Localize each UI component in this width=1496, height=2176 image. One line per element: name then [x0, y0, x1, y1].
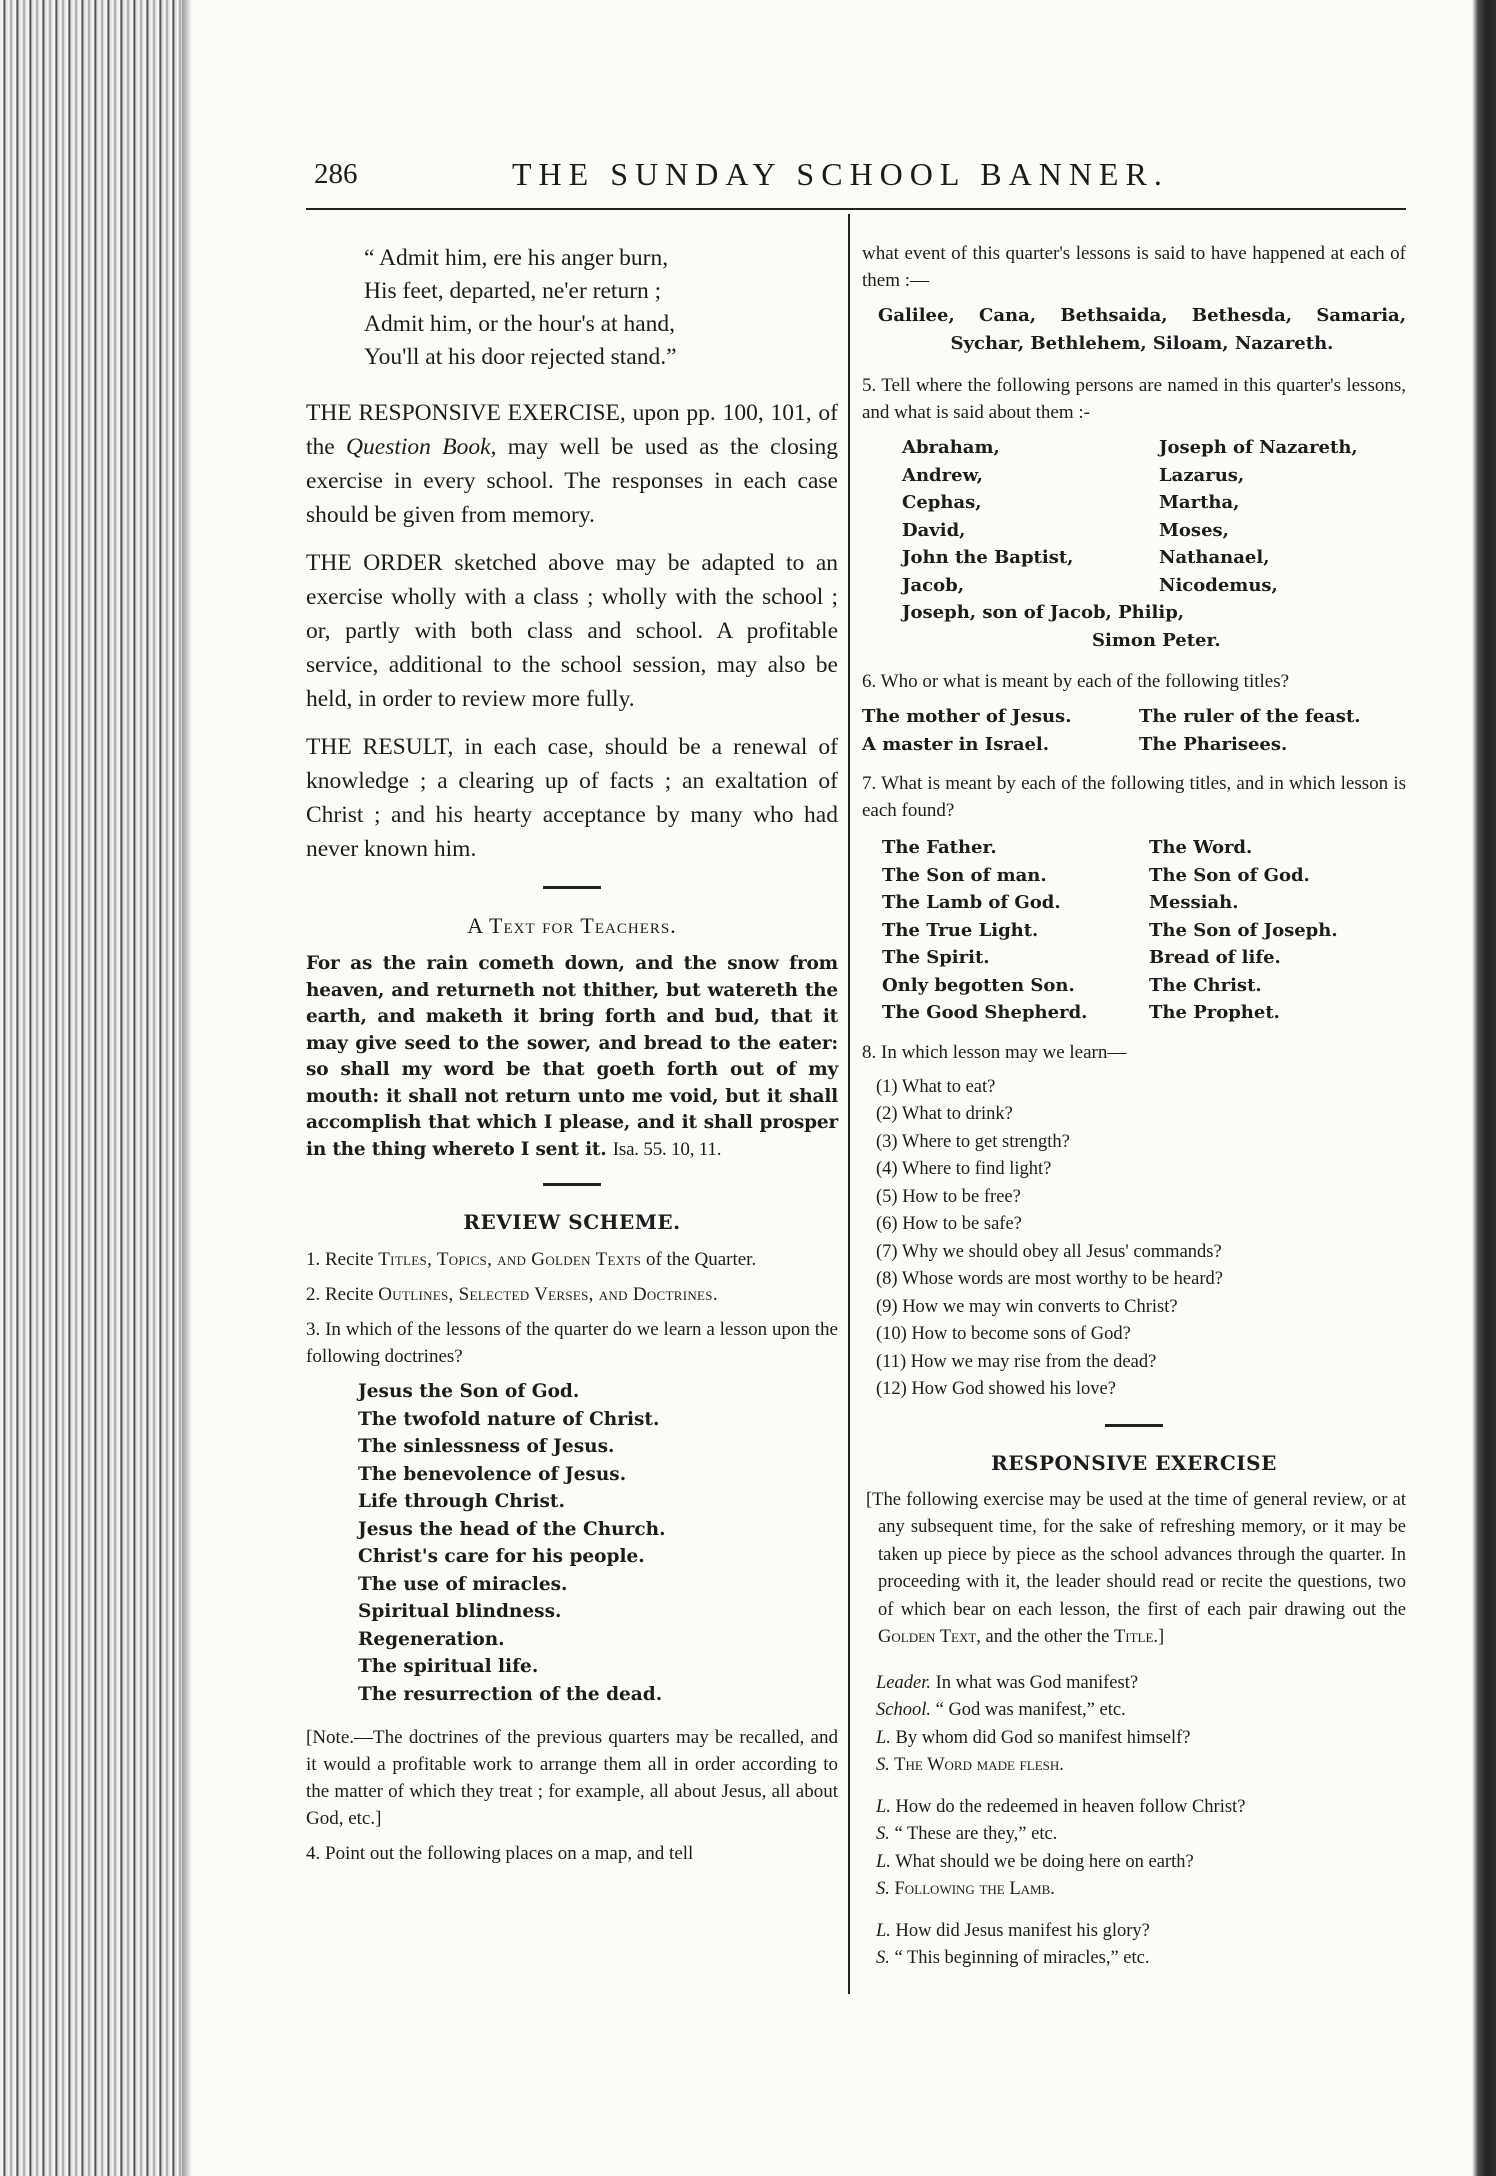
teachers-scripture: [306, 951, 838, 1163]
intro-smallcaps: Golden Text,: [878, 1627, 981, 1647]
question-6: 6. Who or what is meant by each of the following titles?: [862, 671, 1290, 692]
list-item: (6) How to be safe?: [876, 1214, 1022, 1234]
dialog-line: [876, 1794, 1406, 1822]
titles-list-6: [862, 703, 1406, 758]
list-item: Jesus the head of the Church.: [358, 1518, 666, 1540]
paragraph-lead: THE ORDER: [306, 550, 443, 576]
list-item: The Lamb of God.: [882, 892, 1061, 913]
list-item: Christ's care for his people.: [358, 1546, 645, 1567]
question-5: 5. Tell where the following persons are named in this quarter's lessons, and what is said about them :-: [862, 375, 1406, 423]
poem: [364, 242, 838, 374]
question-4: 4. Point out the following places on a map, and tell: [306, 1843, 694, 1864]
section-separator: [543, 886, 601, 889]
book-right-edge: [1472, 0, 1496, 2176]
list-item: The Christ.: [1149, 974, 1262, 996]
list-item: Nicodemus,: [1159, 574, 1278, 596]
list-item: Martha,: [1159, 492, 1240, 513]
right-column: [862, 240, 1406, 1987]
paragraph-lead: THE RESPONSIVE EXERCISE,: [306, 400, 626, 426]
speaker: S.: [876, 1824, 890, 1844]
list-item: (11) How we may rise from the dead?: [876, 1351, 1157, 1372]
section-separator: [1105, 1424, 1163, 1427]
titles-list-7: [882, 834, 1406, 1027]
list-item: The Father.: [882, 837, 997, 858]
list-item: Nathanael,: [1159, 547, 1270, 568]
result-paragraph: [306, 730, 838, 866]
list-item: Simon Peter.: [1092, 629, 1221, 651]
dialog-group: [876, 1794, 1406, 1904]
responsive-exercise-heading: RESPONSIVE EXERCISE: [991, 1450, 1277, 1475]
list-item: Messiah.: [1149, 892, 1239, 913]
paragraph-text: in each case, should be a renewal of knowledge ; a clearing up of facts ; an exaltation of Christ ; and his hearty acceptance by many who had never known him.: [306, 734, 838, 862]
paragraph-lead: THE RESULT,: [306, 734, 454, 760]
list-item: The Pharisees.: [1139, 733, 1288, 755]
teachers-heading: [306, 913, 838, 939]
poem-line: His feet, departed, ne'er return ;: [364, 278, 662, 304]
list-item: Cephas,: [902, 492, 982, 513]
list-item: The benevolence of Jesus.: [358, 1463, 627, 1485]
persons-list-tail: [902, 599, 1406, 654]
column-rule: [848, 214, 850, 1994]
list-item: Moses,: [1159, 519, 1229, 541]
list-item: The True Light.: [882, 919, 1039, 941]
line-text: Following the Lamb.: [889, 1879, 1055, 1899]
list-item: (3) Where to get strength?: [876, 1131, 1070, 1152]
line-text: “ This beginning of miracles,” etc.: [889, 1948, 1150, 1968]
list-item: Jesus the Son of God.: [358, 1381, 580, 1402]
dialog-line: [876, 1945, 1406, 1973]
dialog-line: [876, 1849, 1406, 1877]
running-title: THE SUNDAY SCHOOL BANNER.: [512, 156, 1169, 192]
line-text: “ These are they,” etc.: [889, 1824, 1058, 1844]
list-item: The Son of man.: [882, 864, 1047, 886]
speaker: L.: [876, 1920, 891, 1941]
responsive-dialog: [876, 1670, 1406, 1973]
speaker: S.: [876, 1879, 890, 1899]
list-item: John the Baptist,: [902, 547, 1074, 568]
dialog-group: [876, 1918, 1406, 1973]
responsive-exercise-paragraph: [306, 396, 838, 532]
speaker: L.: [876, 1851, 891, 1872]
speaker: School.: [876, 1700, 931, 1720]
question-7: 7. What is meant by each of the following titles, and in which lesson is each found?: [862, 773, 1406, 821]
list-item: (10) How to become sons of God?: [876, 1324, 1131, 1344]
dialog-line: [876, 1918, 1406, 1946]
dialog-line: [876, 1725, 1406, 1753]
list-item: A master in Israel.: [862, 733, 1050, 755]
paragraph-text: sketched above may be adapted to an exercise wholly with a class ; wholly with the school ; or, partly with both class and school. A profitable service, additional to the school session, may also be held, in order to review more fully.: [306, 550, 839, 712]
list-item: (8) Whose words are most worthy to be heard?: [876, 1269, 1223, 1289]
header-rule: [306, 208, 1406, 210]
places-list: Galilee, Cana, Bethsaida, Bethesda, Samaria, Sychar, Bethlehem, Siloam, Nazareth.: [878, 305, 1406, 354]
gutter-shadow: [182, 0, 192, 2176]
learn-list: [876, 1074, 1406, 1404]
poem-line: Admit him, or the hour's at hand,: [364, 311, 675, 337]
dialog-line: [876, 1670, 1406, 1698]
question-smallcaps: Outlines, Selected Verses, and Doctrines.: [378, 1284, 718, 1305]
list-item: Joseph, son of Jacob, Philip,: [902, 602, 1185, 623]
scripture-text: For as the rain cometh down, and the snow from heaven, and returneth not thither, but watereth the earth, and maketh it bring forth and bud, that it may give seed to the sower, and bread to the eater: so shall my word be that goeth forth out of my mouth: it shall not return unto me void, but it shall accomplish that which I please, and it shall prosper in the thing whereto I sent it.: [306, 953, 838, 1160]
list-item: Spiritual blindness.: [358, 1601, 562, 1622]
list-item: The use of miracles.: [358, 1573, 568, 1595]
book-title: Question Book,: [346, 434, 497, 460]
list-item: The Word.: [1149, 837, 1253, 858]
intro-text: and the other the: [980, 1627, 1114, 1647]
speaker: L.: [876, 1796, 891, 1817]
intro-smallcaps: Title.: [1113, 1627, 1159, 1647]
persons-list: [902, 434, 1406, 599]
question-8: 8. In which lesson may we learn—: [862, 1041, 1127, 1063]
question-2: [306, 1281, 838, 1308]
line-text: By whom did God so manifest himself?: [890, 1727, 1191, 1748]
question-4-continued: what event of this quarter's lessons is said to have happened at each of them :—: [862, 243, 1406, 291]
list-item: Lazarus,: [1159, 464, 1245, 486]
order-paragraph: [306, 546, 838, 716]
list-item: The ruler of the feast.: [1139, 706, 1361, 727]
poem-line: You'll at his door rejected stand.”: [364, 344, 677, 370]
paragraph-text: upon pp. 100, 101, of the: [306, 400, 838, 460]
speaker: L.: [876, 1727, 891, 1748]
line-text: The Word made flesh.: [889, 1755, 1064, 1775]
intro-text: ]: [1158, 1627, 1165, 1647]
list-item: Life through Christ.: [358, 1491, 565, 1512]
book-left-edge: [0, 0, 182, 2176]
list-item: (12) How God showed his love?: [876, 1379, 1116, 1399]
dialog-line: [876, 1821, 1406, 1849]
intro-text: [The following exercise may be used at the time of general review, or at any subsequent time, for the sake of refreshing memory, or it may be taken up piece by piece as the school advances through the quarter. In proceeding with it, the leader should read or recite the questions, two of which bear on each lesson, the first of each pair drawing out the: [866, 1489, 1406, 1620]
list-item: Joseph of Nazareth,: [1159, 437, 1358, 458]
list-item: Abraham,: [902, 437, 1000, 458]
question-smallcaps: Titles, Topics, and Golden Texts: [378, 1249, 642, 1270]
responsive-intro: [862, 1487, 1406, 1652]
list-item: The mother of Jesus.: [862, 706, 1072, 727]
dialog-line: [876, 1697, 1406, 1725]
doctrines-note: [Note.—The doctrines of the previous quarters may be recalled, and it would a profitable work to arrange them all in order according to the matter of which they treat ; for example, all about Jesus, all about God, etc.]: [306, 1727, 838, 1829]
question-1: [306, 1246, 838, 1273]
list-item: Andrew,: [902, 464, 983, 486]
paragraph-text: may well be used as the closing exercise in every school. The responses in each case should be given from memory.: [306, 434, 838, 528]
doctrines-list: [358, 1378, 838, 1708]
speaker: S.: [876, 1755, 890, 1775]
question-3: 3. In which of the lessons of the quarter do we learn a lesson upon the following doctrines?: [306, 1319, 838, 1367]
scripture-reference: Isa. 55. 10, 11.: [612, 1138, 722, 1160]
dialog-line: [876, 1876, 1406, 1904]
line-text: How do the redeemed in heaven follow Christ?: [890, 1796, 1246, 1817]
list-item: David,: [902, 519, 966, 541]
list-item: The sinlessness of Jesus.: [358, 1436, 615, 1457]
list-item: (5) How to be free?: [876, 1186, 1021, 1207]
line-text: What should we be doing here on earth?: [890, 1851, 1194, 1872]
list-item: The Son of God.: [1149, 864, 1310, 886]
list-item: (4) Where to find light?: [876, 1159, 1052, 1179]
speaker: S.: [876, 1948, 890, 1968]
list-item: The Good Shepherd.: [882, 1002, 1088, 1023]
poem-line: “ Admit him, ere his anger burn,: [364, 245, 669, 271]
list-item: Regeneration.: [358, 1628, 505, 1650]
dialog-line: [876, 1752, 1406, 1780]
list-item: (7) Why we should obey all Jesus' commands?: [876, 1241, 1222, 1262]
question-text: of the Quarter.: [641, 1249, 757, 1270]
list-item: (9) How we may win converts to Christ?: [876, 1296, 1178, 1317]
list-item: The spiritual life.: [358, 1656, 539, 1677]
line-text: In what was God manifest?: [931, 1672, 1139, 1693]
question-text: 2. Recite: [306, 1284, 379, 1305]
dialog-group: [876, 1670, 1406, 1780]
review-scheme-heading: REVIEW SCHEME.: [463, 1210, 681, 1234]
list-item: (1) What to eat?: [876, 1076, 996, 1097]
list-item: The Spirit.: [882, 947, 990, 968]
list-item: The resurrection of the dead.: [358, 1683, 663, 1705]
list-item: The twofold nature of Christ.: [358, 1408, 660, 1430]
question-text: 1. Recite: [306, 1249, 379, 1270]
line-text: How did Jesus manifest his glory?: [890, 1920, 1150, 1941]
page-number: 286: [314, 158, 358, 190]
section-separator: [543, 1183, 601, 1186]
speaker: Leader.: [876, 1672, 931, 1693]
line-text: “ God was manifest,” etc.: [930, 1700, 1126, 1720]
list-item: Only begotten Son.: [882, 974, 1075, 996]
heading-text: A Text for Teachers.: [467, 913, 677, 938]
list-item: The Prophet.: [1149, 1002, 1280, 1023]
list-item: (2) What to drink?: [876, 1104, 1013, 1124]
list-item: The Son of Joseph.: [1149, 919, 1338, 941]
list-item: Bread of life.: [1149, 947, 1281, 968]
left-column: [306, 240, 838, 1875]
list-item: Jacob,: [902, 574, 964, 596]
